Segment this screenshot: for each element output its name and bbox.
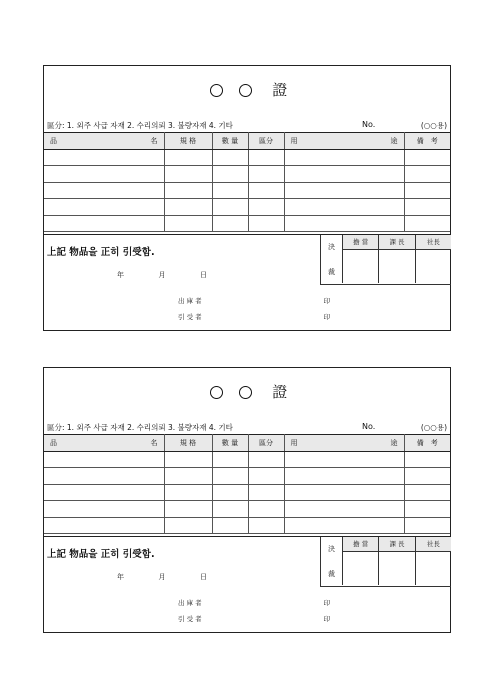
form-title: [44, 381, 450, 402]
table-row: [44, 182, 450, 199]
month-label: 月: [158, 573, 166, 581]
requisition-form: [43, 65, 451, 331]
items-header-row: [44, 133, 450, 150]
blank-circle-icon: [210, 386, 223, 399]
approval-col-president[interactable]: 社長: [416, 537, 451, 585]
issuer-label: 出 庫 者: [178, 599, 202, 607]
usage-label: (○○용): [420, 121, 447, 130]
header-class: 區分: [248, 133, 284, 150]
requisition-form: [43, 367, 451, 633]
receiver-line: [178, 614, 330, 623]
receiver-label: 引 受 者: [178, 313, 202, 321]
blank-circle-icon: [210, 84, 223, 97]
number-label: No.: [362, 422, 376, 431]
header-remark: 備 考: [404, 133, 450, 150]
approval-col-chief[interactable]: 課 長: [379, 537, 415, 585]
approval-label: 決 裁: [321, 235, 343, 283]
receipt-section: [44, 234, 450, 332]
header-use: 用 途: [284, 133, 404, 150]
seal-label: 印: [323, 615, 330, 623]
seal-label: 印: [323, 313, 330, 321]
table-row: [44, 215, 450, 232]
table-row: [44, 517, 450, 534]
header-item-name: 品 名: [44, 435, 164, 452]
approval-col-chief[interactable]: 課 長: [379, 235, 415, 283]
header-remark: 備 考: [404, 435, 450, 452]
receipt-statement: 上記 物品을 正히 引受함.: [47, 247, 155, 258]
receipt-section: [44, 536, 450, 634]
number-label: No.: [362, 120, 376, 129]
date-line: [117, 270, 207, 280]
title-word: 證: [272, 81, 290, 99]
year-label: 年: [117, 573, 124, 581]
approval-box: [320, 235, 451, 285]
issuer-label: 出 庫 者: [178, 297, 202, 305]
items-table: [44, 434, 450, 534]
receiver-label: 引 受 者: [178, 615, 202, 623]
table-row: [44, 451, 450, 468]
header-item-name: 品 名: [44, 133, 164, 150]
approval-box: [320, 537, 451, 587]
date-line: [117, 572, 207, 582]
title-word: 證: [272, 383, 290, 401]
approval-col-manager[interactable]: 擔 當: [343, 537, 379, 585]
table-row: [44, 468, 450, 485]
approval-col-president[interactable]: 社長: [416, 235, 451, 283]
table-row: [44, 149, 450, 166]
day-label: 日: [200, 573, 207, 581]
day-label: 日: [200, 271, 207, 279]
header-quantity: 數 量: [212, 435, 248, 452]
items-header-row: [44, 435, 450, 452]
receiver-line: [178, 312, 330, 321]
blank-circle-icon: [239, 386, 252, 399]
header-spec: 規 格: [164, 435, 212, 452]
month-label: 月: [158, 271, 166, 279]
seal-label: 印: [323, 599, 330, 607]
classification-line: 區分: 1. 외주 사급 자재 2. 수리의뢰 3. 불량자재 4. 기타: [47, 423, 233, 432]
header-quantity: 數 量: [212, 133, 248, 150]
approval-label: 決 裁: [321, 537, 343, 585]
issuer-line: [178, 296, 330, 305]
table-row: [44, 166, 450, 183]
header-class: 區分: [248, 435, 284, 452]
approval-col-manager[interactable]: 擔 當: [343, 235, 379, 283]
receipt-statement: 上記 物品을 正히 引受함.: [47, 549, 155, 560]
items-table: [44, 132, 450, 232]
issuer-line: [178, 598, 330, 607]
form-title: [44, 79, 450, 100]
table-row: [44, 501, 450, 518]
classification-line: 區分: 1. 외주 사급 자재 2. 수리의뢰 3. 불량자재 4. 기타: [47, 121, 233, 130]
header-spec: 規 格: [164, 133, 212, 150]
year-label: 年: [117, 271, 124, 279]
table-row: [44, 484, 450, 501]
header-use: 用 途: [284, 435, 404, 452]
usage-label: (○○용): [420, 423, 447, 432]
blank-circle-icon: [239, 84, 252, 97]
table-row: [44, 199, 450, 216]
seal-label: 印: [323, 297, 330, 305]
